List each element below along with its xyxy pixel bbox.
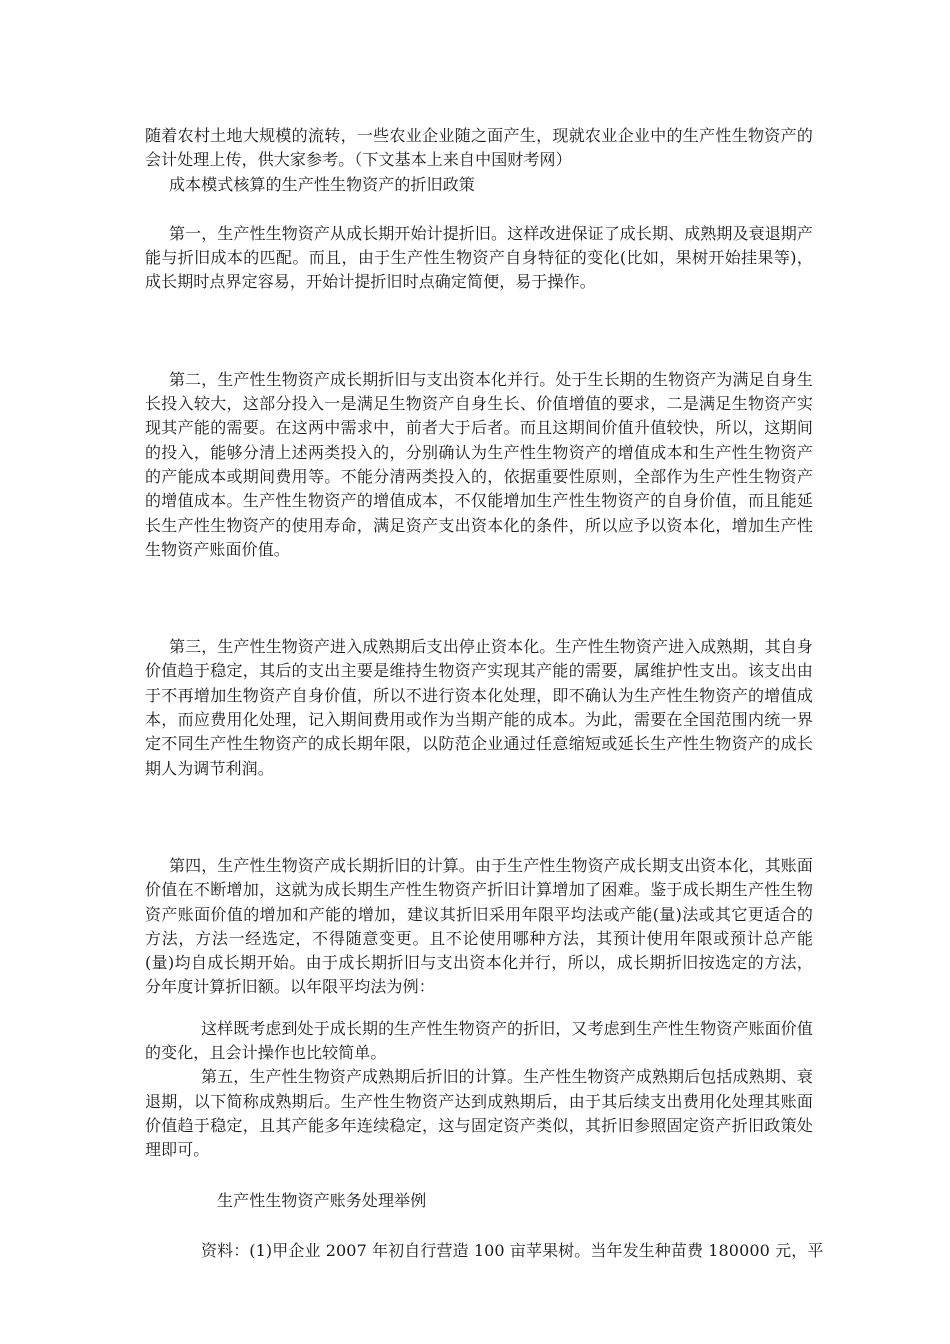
- paragraph-first: 第一，生产性生物资产从成长期开始计提折旧。这样改进保证了成长期、成熟期及衰退期产能与折旧成本的匹配。而且，由于生产性生物资产自身特征的变化(比如，果树开始挂果等)，成长期时点界定容易，开始计提折旧时点确定简便，易于操作。: [145, 223, 814, 292]
- paragraph-fifth: 第五，生产性生物资产成熟期后折旧的计算。生产性生物资产成熟期后包括成熟期、衰退期，以下简称成熟期后。生产性生物资产达到成熟期后，由于其后续支出费用化处理其账面价值趋于稳定，且其产能多年连续稳定，这与固定资产类似，其折旧参照固定资产折旧政策处理即可。: [145, 1067, 813, 1160]
- paragraph-third: 第三，生产性生物资产进入成熟期后支出停止资本化。生产性生物资产进入成熟期，其自身价值趋于稳定，其后的支出主要是维持生物资产实现其产能的需要，属维护性支出。该支出由于不再增加生物资产自身价值，所以不进行资本化处理，即不确认为生产性生物资产的增值成本，而应费用化处理，记入期间费用或作为当期产能的成本。为此，需要在全国范围内统一界定不同生产性生物资产的成长期年限，以防范企业通过任意缩短或延长生产性生物资产的成长期人为调节利润。: [145, 637, 814, 778]
- paragraph-second: 第二，生产性生物资产成长期折旧与支出资本化并行。处于生长期的生物资产为满足自身生长投入较大，这部分投入一是满足生物资产自身生长、价值增值的要求，二是满足生物资产实现其产能的需要。在这两中需求中，前者大于后者。而且这期间价值升值较快，所以，这期间的投入，能够分清上述两类投入的，分别确认为生产性生物资产的增值成本和生产性生物资产的产能成本或期间费用等。不能分清两类投入的，依据重要性原则，全部作为生产性生物资产的增值成本。生产性生物资产的增值成本，不仅能增加生产性生物资产的自身价值，而且能延长生产性生物资产的使用寿命，满足资产支出资本化的条件，所以应予以资本化，增加生产性生物资产账面价值。: [145, 369, 814, 559]
- section-heading-depreciation-policy: 成本模式核算的生产性生物资产的折旧政策: [169, 174, 475, 194]
- paragraph-example-data: 资料：(1)甲企业 2007 年初自行营造 100 亩苹果树。当年发生种苗费 180000 元，平: [201, 1240, 824, 1260]
- document-body: [145, 124, 824, 1263]
- intro-paragraph: 随着农村土地大规模的流转，一些农业企业随之面产生，现就农业企业中的生产性生物资产的会计处理上传，供大家参考。（下文基本上来自中国财考网）: [145, 126, 813, 170]
- paragraph-fourth-conclusion: 这样既考虑到处于成长期的生产性生物资产的折旧，又考虑到生产性生物资产账面价值的变化，且会计操作也比较简单。: [145, 1018, 813, 1063]
- paragraph-fourth: 第四，生产性生物资产成长期折旧的计算。由于生产性生物资产成长期支出资本化，其账面价值在不断增加，这就为成长期生产性生物资产折旧计算增加了困难。鉴于成长期生产性生物资产账面价值的增加和产能的增加，建议其折旧采用年限平均法或产能(量)法或其它更适合的方法，方法一经选定，不得随意变更。且不论使用哪种方法，其预计使用年限或预计总产能(量)均自成长期开始。由于成长期折旧与支出资本化并行，所以，成长期折旧按选定的方法，分年度计算折旧额。以年限平均法为例：: [145, 855, 814, 997]
- section-heading-accounting-example: 生产性生物资产账务处理举例: [217, 1190, 427, 1210]
